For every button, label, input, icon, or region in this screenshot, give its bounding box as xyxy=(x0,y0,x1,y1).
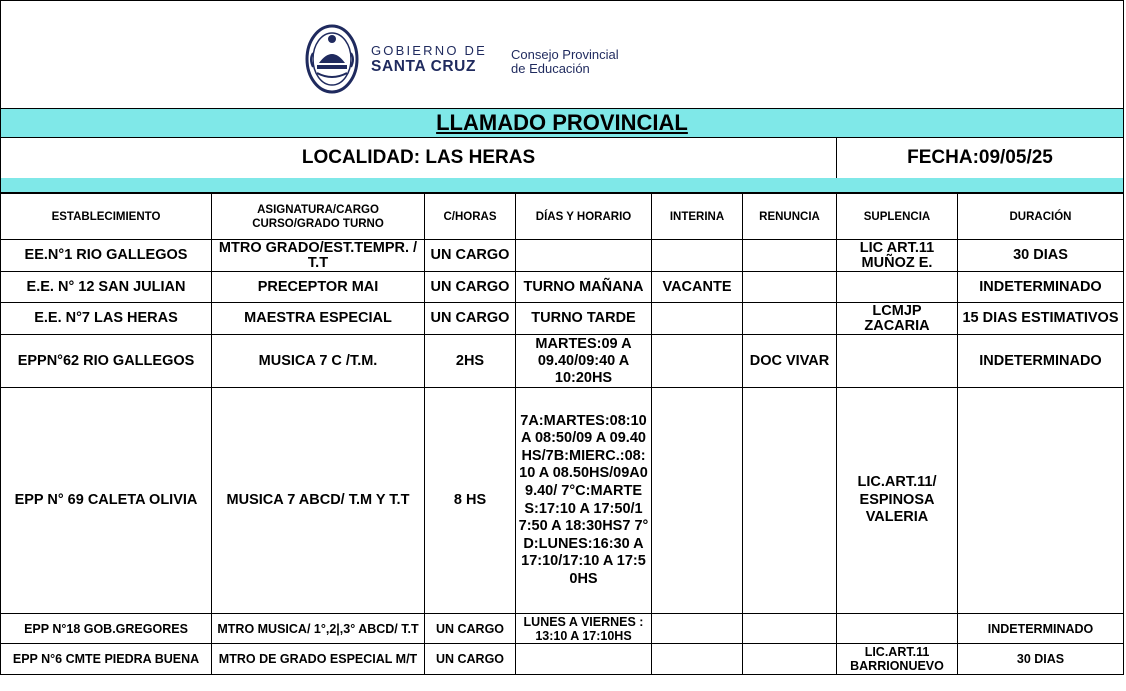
cell-renuncia xyxy=(743,303,837,335)
separator-band xyxy=(0,178,1124,193)
council-line1: Consejo Provincial xyxy=(511,47,619,62)
column-header: DURACIÓN xyxy=(958,194,1124,240)
council-line2: de Educación xyxy=(511,61,590,76)
cell-renuncia xyxy=(743,614,837,644)
cell-renuncia xyxy=(743,240,837,272)
table-header-row xyxy=(1,194,1124,240)
cell-renuncia xyxy=(743,388,837,614)
cell-duracion: 15 DIAS ESTIMATIVOS xyxy=(958,303,1124,335)
provincial-seal-icon xyxy=(305,23,359,95)
cell-horario xyxy=(516,644,652,675)
header-band xyxy=(0,0,1124,109)
cell-duracion: INDETERMINADO xyxy=(958,335,1124,388)
cell-interina: VACANTE xyxy=(652,272,743,303)
column-header: C/HORAS xyxy=(425,194,516,240)
cell-suplencia xyxy=(837,614,958,644)
cell-interina xyxy=(652,644,743,675)
cell-establecimiento: EPP N°18 GOB.GREGORES xyxy=(1,614,212,644)
cell-duracion xyxy=(958,388,1124,614)
cell-suplencia xyxy=(837,272,958,303)
cell-suplencia: LIC.ART.11 BARRIONUEVO xyxy=(837,644,958,675)
cell-asignatura: MUSICA 7 C /T.M. xyxy=(212,335,425,388)
cell-horario: TURNO MAÑANA xyxy=(516,272,652,303)
cell-horas: 8 HS xyxy=(425,388,516,614)
cell-interina xyxy=(652,335,743,388)
cell-horas: 2HS xyxy=(425,335,516,388)
cell-establecimiento: EPP N° 69 CALETA OLIVIA xyxy=(1,388,212,614)
vacancy-table xyxy=(0,193,1124,675)
table-row xyxy=(1,644,1124,675)
cell-horas: UN CARGO xyxy=(425,272,516,303)
column-header: SUPLENCIA xyxy=(837,194,958,240)
cell-renuncia xyxy=(743,272,837,303)
title-band xyxy=(0,108,1124,138)
gov-line2: SANTA CRUZ xyxy=(371,58,477,75)
cell-establecimiento: EPP N°6 CMTE PIEDRA BUENA xyxy=(1,644,212,675)
cell-suplencia: LCMJP ZACARIA xyxy=(837,303,958,335)
gov-line1: GOBIERNO DE xyxy=(371,43,487,58)
cell-horas: UN CARGO xyxy=(425,303,516,335)
cell-renuncia xyxy=(743,644,837,675)
cell-interina xyxy=(652,614,743,644)
cell-horario: MARTES:09 A 09.40/09:40 A 10:20HS xyxy=(516,335,652,388)
cell-suplencia: LIC.ART.11/ ESPINOSA VALERIA xyxy=(837,388,958,614)
table-row xyxy=(1,240,1124,272)
page-title: LLAMADO PROVINCIAL xyxy=(436,110,688,135)
government-logo xyxy=(305,23,635,95)
cell-asignatura: MTRO GRADO/EST.TEMPR. / T.T xyxy=(212,240,425,272)
column-header: ASIGNATURA/CARGO CURSO/GRADO TURNO xyxy=(212,194,425,240)
table-row xyxy=(1,272,1124,303)
table-row xyxy=(1,614,1124,644)
cell-establecimiento: EE.N°1 RIO GALLEGOS xyxy=(1,240,212,272)
cell-asignatura: MTRO MUSICA/ 1°,2|,3° ABCD/ T.T xyxy=(212,614,425,644)
fecha-label: FECHA:09/05/25 xyxy=(907,147,1053,168)
cell-establecimiento: E.E. N°7 LAS HERAS xyxy=(1,303,212,335)
cell-duracion: 30 DIAS xyxy=(958,644,1124,675)
cell-horario: TURNO TARDE xyxy=(516,303,652,335)
cell-asignatura: PRECEPTOR MAI xyxy=(212,272,425,303)
cell-asignatura: MUSICA 7 ABCD/ T.M Y T.T xyxy=(212,388,425,614)
cell-duracion: 30 DIAS xyxy=(958,240,1124,272)
location-row xyxy=(0,137,1124,179)
table-row xyxy=(1,335,1124,388)
localidad-label: LOCALIDAD: LAS HERAS xyxy=(1,137,837,178)
cell-renuncia: DOC VIVAR xyxy=(743,335,837,388)
column-header: DÍAS Y HORARIO xyxy=(516,194,652,240)
cell-horario xyxy=(516,240,652,272)
cell-duracion: INDETERMINADO xyxy=(958,614,1124,644)
cell-interina xyxy=(652,388,743,614)
cell-horario: LUNES A VIERNES : 13:10 A 17:10HS xyxy=(516,614,652,644)
table-row xyxy=(1,388,1124,614)
cell-horario: 7A:MARTES:08:10 A 08:50/09 A 09.40HS/7B:MIERC.:08:10 A 08.50HS/09A09.40/ 7°C:MARTES:17:10 A 17:50/17:50 A 18:30HS7 7°D:LUNES:16:30 A 17:10/17:10 A 17:50HS xyxy=(516,388,652,614)
column-header: RENUNCIA xyxy=(743,194,837,240)
cell-interina xyxy=(652,303,743,335)
cell-establecimiento: EPPN°62 RIO GALLEGOS xyxy=(1,335,212,388)
column-header: INTERINA xyxy=(652,194,743,240)
cell-asignatura: MTRO DE GRADO ESPECIAL M/T xyxy=(212,644,425,675)
cell-suplencia xyxy=(837,335,958,388)
table-row xyxy=(1,303,1124,335)
cell-asignatura: MAESTRA ESPECIAL xyxy=(212,303,425,335)
cell-horas: UN CARGO xyxy=(425,614,516,644)
cell-establecimiento: E.E. N° 12 SAN JULIAN xyxy=(1,272,212,303)
cell-duracion: INDETERMINADO xyxy=(958,272,1124,303)
cell-horas: UN CARGO xyxy=(425,644,516,675)
cell-horas: UN CARGO xyxy=(425,240,516,272)
cell-interina xyxy=(652,240,743,272)
column-header: ESTABLECIMIENTO xyxy=(1,194,212,240)
cell-suplencia: LIC ART.11 MUÑOZ E. xyxy=(837,240,958,272)
